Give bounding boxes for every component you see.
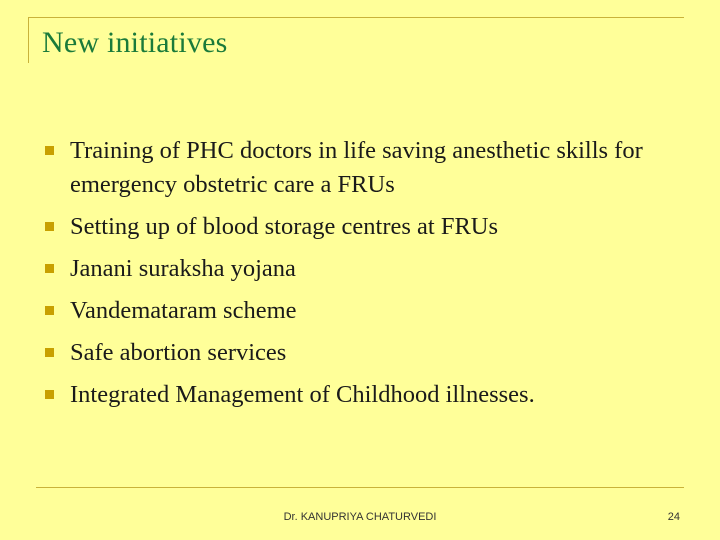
bullet-item	[44, 210, 674, 244]
square-bullet-icon	[45, 306, 54, 315]
bullet-text: Setting up of blood storage centres at FRUs	[70, 213, 499, 240]
bullet-item	[44, 294, 674, 328]
page-number: 24	[667, 511, 680, 523]
bullet-text: Safe abortion services	[70, 339, 287, 366]
bullet-text: Integrated Management of Childhood illnesses.	[70, 381, 535, 408]
slide-title: New initiatives	[42, 26, 228, 59]
square-bullet-icon	[45, 264, 54, 273]
bullet-list	[44, 134, 674, 412]
bullet-item	[44, 134, 674, 202]
square-bullet-icon	[45, 222, 54, 231]
square-bullet-icon	[45, 390, 54, 399]
square-bullet-icon	[45, 146, 54, 155]
bullet-item	[44, 336, 674, 370]
bullet-item	[44, 378, 674, 412]
bullet-text: Training of PHC doctors in life saving anesthetic skills for emergency obstetric care a FRUs	[70, 137, 643, 198]
bullet-item	[44, 252, 674, 286]
bullet-text: Vandemataram scheme	[70, 297, 297, 324]
bullet-text: Janani suraksha yojana	[70, 255, 296, 282]
title-frame-left-rule	[28, 17, 29, 63]
square-bullet-icon	[45, 348, 54, 357]
footer-rule	[36, 487, 684, 488]
title-frame-top-rule	[28, 17, 684, 18]
footer-author: Dr. KANUPRIYA CHATURVEDI	[283, 511, 437, 523]
